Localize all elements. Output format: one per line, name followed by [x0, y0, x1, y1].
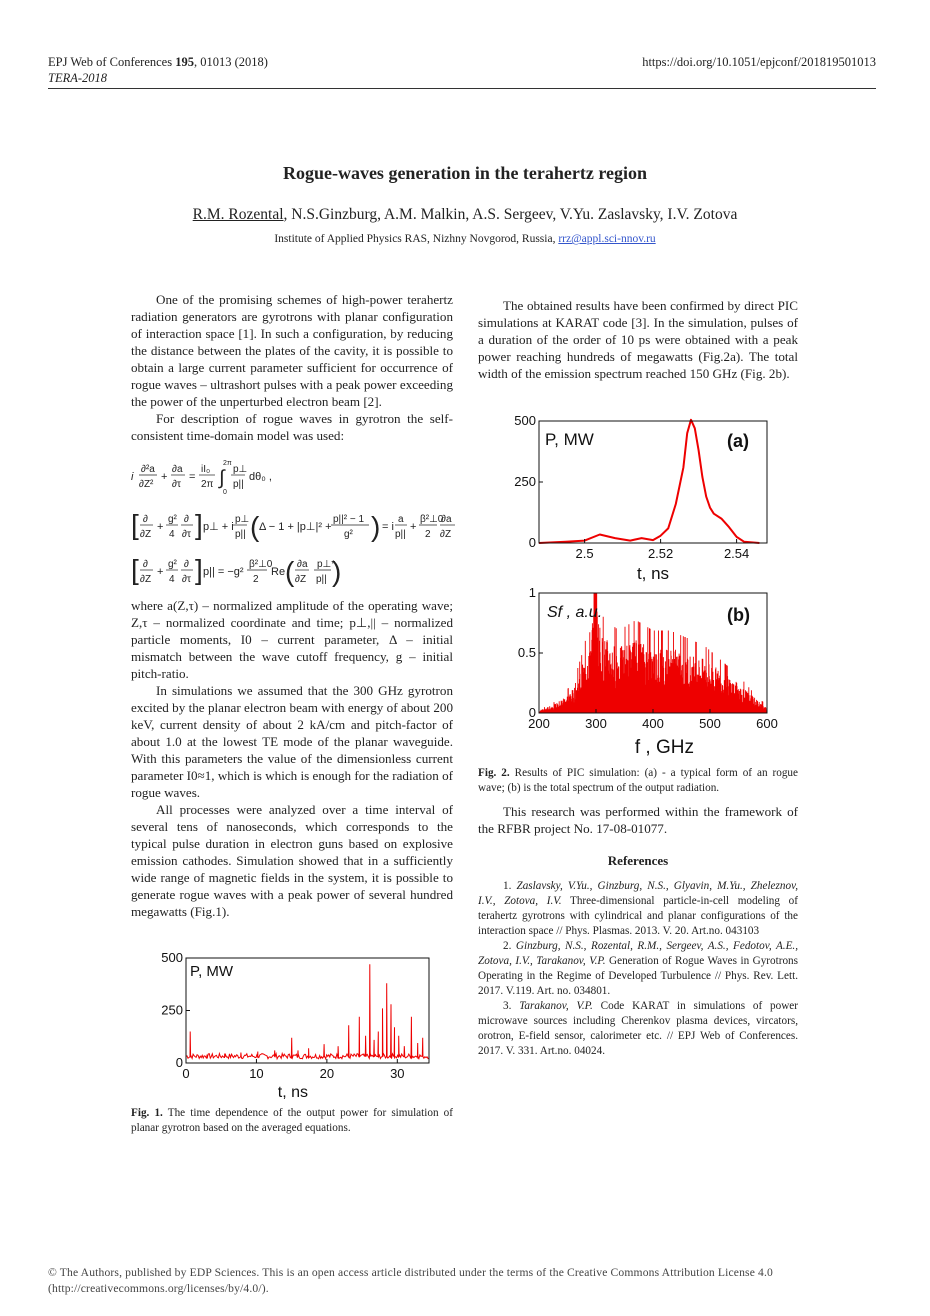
- svg-text:p||: p||: [395, 529, 406, 540]
- svg-text:2: 2: [253, 574, 259, 585]
- svg-text:dθ₀ ,: dθ₀ ,: [249, 471, 272, 483]
- svg-text:=: =: [189, 471, 196, 483]
- svg-text:]: ]: [195, 554, 203, 585]
- svg-text:= i: = i: [382, 521, 394, 533]
- svg-text:∂a: ∂a: [297, 559, 308, 570]
- svg-text:p|| = −g²: p|| = −g²: [203, 566, 244, 578]
- svg-text:): ): [332, 556, 342, 587]
- license-footer: [48, 1265, 878, 1296]
- svg-text:∂a: ∂a: [441, 514, 452, 525]
- svg-text:iI₀: iI₀: [201, 464, 211, 475]
- acknowledgement: [478, 803, 798, 837]
- references-heading: References: [607, 853, 669, 868]
- x-axis-label: t, ns: [636, 564, 670, 583]
- svg-text:+: +: [157, 566, 164, 578]
- svg-text:β²⊥0: β²⊥0: [420, 514, 444, 525]
- x-tick-label: 500: [699, 716, 721, 731]
- x-tick-label: 600: [756, 716, 778, 731]
- equations: [131, 456, 456, 596]
- y-axis-label: P, MW: [545, 430, 594, 449]
- svg-text:∂Z: ∂Z: [140, 529, 152, 540]
- paragraph: where a(Z,τ) – normalized amplitude of the operating wave; Z,τ – normalized coordinate and time; p⊥,|| – normalized particle moments, I0 – current parameter, Δ – initial mismatch between the wave cutoff frequency, g – initial pitch-ratio.: [131, 598, 453, 681]
- svg-text:p||: p||: [233, 479, 244, 490]
- journal-article: , 01013 (2018): [193, 55, 268, 69]
- y-tick-label: 0: [528, 705, 536, 720]
- svg-text:Δ − 1 + |p⊥|² +: Δ − 1 + |p⊥|² +: [259, 521, 332, 533]
- svg-text:4: 4: [169, 574, 175, 585]
- caption-text: Results of PIC simulation: (a) - a typical form of an rogue wave; (b) is the total spectrum of the output radiation.: [478, 767, 798, 794]
- x-tick-label: 30: [390, 1066, 405, 1081]
- svg-text:[: [: [131, 509, 139, 540]
- svg-text:2: 2: [425, 529, 431, 540]
- caption-label: Fig. 1.: [131, 1107, 163, 1119]
- y-axis-label: P, MW: [190, 963, 234, 980]
- svg-text:∂a: ∂a: [172, 464, 183, 475]
- svg-text:p⊥ + i: p⊥ + i: [203, 521, 234, 533]
- figure-1-caption: [131, 1106, 453, 1135]
- ref-number: 1.: [503, 880, 517, 892]
- svg-text:i: i: [131, 471, 134, 483]
- y-tick-label: 250: [161, 1002, 183, 1018]
- svg-text:β²⊥0: β²⊥0: [249, 559, 273, 570]
- paragraph: The obtained results have been confirmed by direct PIC simulations at KARAT code [3]. In the simulation, pulses of a duration of the order of 10 ps were obtained with a peak power reaching hundreds of megawatts (Fig.2a). The total width of the emission spectrum reached 150 GHz (Fig. 2b).: [478, 298, 798, 381]
- svg-text:∂Z²: ∂Z²: [139, 479, 154, 490]
- svg-text:]: ]: [195, 509, 203, 540]
- svg-text:∂²a: ∂²a: [141, 464, 155, 475]
- panel-label: (b): [727, 605, 750, 625]
- x-axis-label: f , GHz: [634, 737, 694, 758]
- svg-text:2π: 2π: [223, 460, 232, 467]
- paragraph: For description of rogue waves in gyrotron the self-consistent time-domain model was used:: [131, 411, 453, 443]
- svg-text:∂: ∂: [184, 514, 189, 525]
- svg-text:∂: ∂: [184, 559, 189, 570]
- svg-text:p⊥: p⊥: [233, 464, 248, 475]
- figure-2b-chart: [500, 582, 785, 764]
- svg-text:g²: g²: [168, 559, 177, 570]
- x-tick-label: 10: [249, 1066, 264, 1081]
- x-tick-label: 0: [182, 1066, 190, 1081]
- reference-item: [478, 939, 798, 999]
- license-line: © The Authors, published by EDP Sciences. This is an open access article distributed under the terms of the Creative Commons Attribution License 4.0: [48, 1266, 773, 1279]
- ref-authors: Zaslavsky, V.Yu., Ginzburg, N.S., Glyavin, M.Yu., Zheleznov, I.V., Zotova, I.V.: [478, 880, 798, 907]
- y-tick-label: 250: [514, 474, 536, 489]
- caption-text: The time dependence of the output power for simulation of planar gyrotron based on the averaged equations.: [131, 1107, 453, 1134]
- svg-text:g²: g²: [344, 529, 353, 540]
- left-column-bottom: [131, 597, 453, 920]
- email-link[interactable]: rrz@appl.sci-nnov.ru: [558, 233, 656, 245]
- svg-text:(: (: [250, 511, 260, 542]
- ref-authors: Ginzburg, N.S., Rozental, R.M., Sergeev, A.S., Fedotov, A.E., Zotova, I.V., Tarakanov, V.P.: [478, 940, 798, 967]
- header-rule: [48, 88, 876, 89]
- conference-name: TERA-2018: [48, 71, 108, 85]
- x-tick-label: 2.52: [647, 546, 674, 561]
- ref-authors: Tarakanov, V.P.: [519, 1000, 593, 1012]
- left-column-top: [131, 291, 453, 444]
- svg-text:∂Z: ∂Z: [440, 529, 452, 540]
- y-tick-label: 500: [514, 413, 536, 428]
- x-tick-label: 20: [319, 1066, 335, 1081]
- svg-text:2π: 2π: [201, 479, 214, 490]
- svg-text:): ): [371, 511, 381, 542]
- x-tick-label: 400: [642, 716, 664, 731]
- svg-text:∂τ: ∂τ: [182, 574, 191, 585]
- svg-text:p||: p||: [235, 529, 246, 540]
- panel-label: (a): [727, 431, 749, 451]
- svg-text:p||² − 1: p||² − 1: [333, 514, 365, 525]
- svg-text:p⊥: p⊥: [235, 514, 250, 525]
- other-authors: , N.S.Ginzburg, A.M. Malkin, A.S. Sergeev, V.Yu. Zaslavsky, I.V. Zotova: [283, 206, 738, 223]
- svg-text:[: [: [131, 554, 139, 585]
- svg-text:+: +: [161, 471, 168, 483]
- svg-text:∂τ: ∂τ: [182, 529, 191, 540]
- y-tick-label: 500: [161, 950, 183, 965]
- svg-text:(: (: [285, 556, 295, 587]
- reference-list: [478, 879, 798, 1059]
- journal-citation: [48, 55, 268, 70]
- svg-text:a: a: [398, 514, 404, 525]
- svg-text:4: 4: [169, 529, 175, 540]
- ref-text: Code KARAT in simulations of power microwave sources including Cherenkov plasma devices, vircators, orotron, E-field sensor, calorimeter etc. // EPJ Web of Conferences. 2017. V. 331. Art.no. 04024.: [478, 1000, 798, 1057]
- y-tick-label: 0.5: [517, 645, 536, 660]
- svg-text:∂: ∂: [143, 514, 148, 525]
- svg-text:+: +: [157, 521, 164, 533]
- x-tick-label: 300: [585, 716, 607, 731]
- y-tick-label: 0: [175, 1055, 183, 1070]
- x-axis-label: t, ns: [277, 1084, 309, 1101]
- ref-text: Generation of Rogue Waves in Gyrotrons Operating in the Regime of Developed Turbulence // Phys. Rev. Lett. 2017. V.119. Art. no. 034801.: [478, 955, 799, 997]
- svg-text:∂: ∂: [143, 559, 148, 570]
- author-list: [0, 206, 930, 224]
- license-url[interactable]: (http://creativecommons.org/licenses/by/4.0/).: [48, 1281, 269, 1295]
- svg-text:Re: Re: [271, 566, 286, 578]
- ref-number: 2.: [503, 940, 516, 952]
- svg-text:p⊥*: p⊥*: [317, 559, 336, 570]
- svg-text:∫: ∫: [219, 467, 225, 489]
- svg-text:p||: p||: [316, 574, 327, 585]
- ref-text: Three-dimensional particle-in-cell modeling of terahertz gyrotrons with cylindrical and planar configurations of the interaction space // Phys. Plasmas. 2013. V. 20. Art.no. 043103: [478, 895, 799, 937]
- svg-text:+: +: [410, 521, 417, 533]
- reference-item: [478, 999, 798, 1059]
- journal-name: EPJ Web of Conferences: [48, 55, 176, 69]
- paragraph: This research was performed within the framework of the RFBR project No. 17-08-01077.: [478, 804, 798, 836]
- svg-text:∂τ: ∂τ: [172, 479, 181, 490]
- svg-text:g²: g²: [168, 514, 177, 525]
- svg-text:∂Z: ∂Z: [295, 574, 307, 585]
- svg-text:0: 0: [223, 489, 227, 496]
- y-tick-label: 1: [528, 585, 536, 600]
- paragraph: In simulations we assumed that the 300 GHz gyrotron excited by the planar electron beam with energy of about 200 keV, current density of about 2 kA/cm and pitch-factor of about 1.0 at the lowest TE mode of the planar waveguide. With this parameters the value of the dimensionless current parameter I0≈1, which is which is enough for the radiation of rogue waves.: [131, 683, 453, 800]
- x-tick-label: 2.5: [575, 546, 594, 561]
- svg-text:∂Z: ∂Z: [140, 574, 152, 585]
- figure-2a-chart: [500, 408, 785, 586]
- reference-item: [478, 879, 798, 939]
- y-tick-label: 0: [528, 535, 536, 550]
- affiliation-text: Institute of Applied Physics RAS, Nizhny Novgorod, Russia,: [274, 233, 559, 245]
- doi-link[interactable]: https://doi.org/10.1051/epjconf/201819501013: [642, 55, 876, 69]
- caption-label: Fig. 2.: [478, 767, 510, 779]
- figure-1-chart: [148, 948, 438, 1123]
- y-axis-label: Sf , a.u.: [547, 604, 603, 621]
- affiliation: [0, 233, 930, 245]
- x-tick-label: 200: [528, 716, 550, 731]
- paragraph: One of the promising schemes of high-power terahertz radiation generators are gyrotrons with planar configuration of interaction space [1]. In such a configuration, by reducing the distance between the plates of the cavity, it is possible to obtain a large current parameter sufficient for occurrence of rogue waves – ultrashort pulses with a peak power exceeding the power of the unperturbed electron beam [2].: [131, 292, 453, 409]
- paragraph: All processes were analyzed over a time interval of several tens of nanoseconds, which corresponds to the typical pulse duration in electron guns based on explosive emission cathodes. Simulation showed that in a sufficiently wide range of magnetic fields in the system, it is possible to generate rogue waves with a peak power of several hundred megawatts (Fig.1).: [131, 802, 453, 919]
- paper-title: Rogue-waves generation in the terahertz region: [282, 163, 648, 183]
- ref-number: 3.: [503, 1000, 520, 1012]
- right-column-top: [478, 297, 798, 382]
- x-tick-label: 2.54: [723, 546, 750, 561]
- figure-2-caption: [478, 766, 798, 795]
- first-author: R.M. Rozental: [192, 206, 284, 223]
- journal-volume: 195: [175, 55, 194, 69]
